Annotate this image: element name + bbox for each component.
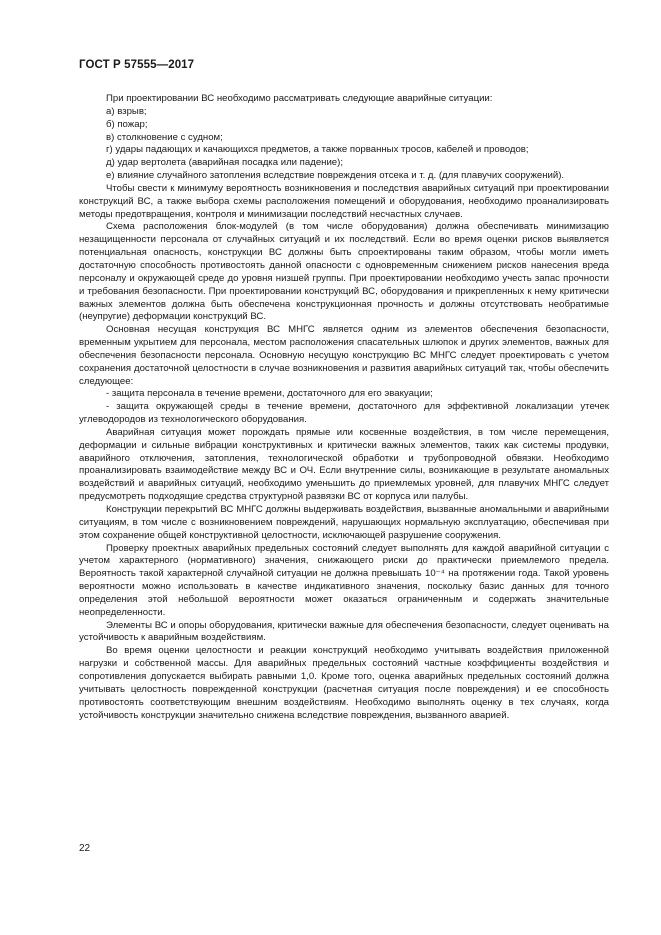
body-paragraph: Проверку проектных аварийных предельных состояний следует выполнять для каждой аварийной ситуации с учетом характерного (нормативного) значения, снижающего риски до практически приемлемого предела. Вероятность такой характерной случайной ситуации не должна превышать 10⁻⁴ на протяжении года. Такой уровень вероятности можно использовать в качестве индикативного значения, поскольку базис данных для точного определения этой небольшой вероятности может оказаться ограниченным и содержать значительные неопределенности. bbox=[79, 542, 609, 618]
dash-list-item: - защита окружающей среды в течение времени, достаточного для эффективной локализации утечек углеводородов из технологического оборудования. bbox=[79, 401, 609, 426]
page-number: 22 bbox=[79, 843, 91, 854]
body-paragraph: Основная несущая конструкция ВС МНГС является одним из элементов обеспечения безопасности, временным укрытием для персонала, местом расположения спасательных шлюпок и других элементов, важных для обеспечения безопасности персонала. Основную несущую конструкцию ВС МНГС следует проектировать с учетом сохранения достаточной целостности в случае возникновения и развития аварийных ситуаций так, чтобы обеспечить следующее: bbox=[79, 324, 609, 387]
list-item: в) столкновение с судном; bbox=[106, 131, 223, 143]
body-paragraph: Во время оценки целостности и реакции конструкций необходимо учитывать воздействия приложенной нагрузки и собственной массы. Для аварийных предельных состояний частные коэффициенты воздействия и сопротивления допускается выбирать равными 1,0. Кроме того, оценка аварийных предельных состояний должна учитывать целостность поврежденной конструкции (расчетная ситуация после повреждения) и ее способность противостоять соответствующим внешним воздействиям. Необходимо выполнять оценку в тех случаях, когда устойчивость конструкции значительно снижена вследствие повреждения, вызванного аварией. bbox=[79, 645, 609, 721]
document-body bbox=[79, 93, 609, 722]
document-header: ГОСТ Р 57555—2017 bbox=[79, 59, 195, 71]
list-item: д) удар вертолета (аварийная посадка или падение); bbox=[106, 157, 344, 169]
list-item: б) пожар; bbox=[106, 118, 148, 130]
body-paragraph: Схема расположения блок-модулей (в том числе оборудования) должна обеспечивать минимизацию незащищенности персонала от случайных ситуаций и их последствий. Если во время оценки рисков выявляется потенциальная опасность, конструкции ВС должны быть спроектированы таким образом, чтобы могли иметь достаточную способность противостоять данной опасности с одновременным снижением рисков нанесения вреда персоналу и окружающей среде до уровня низшей группы. При проектировании необходимо учесть запас прочности и требования безопасности. При проектировании конструкций ВС, оборудования и прикрепленных к нему критически важных элементов должна быть обеспечена конструкционная прочность и должны отсутствовать необратимые (неупругие) деформации конструкций ВС. bbox=[79, 221, 609, 323]
body-paragraph: Аварийная ситуация может порождать прямые или косвенные воздействия, в том числе перемещения, деформации и сильные вибрации конструктивных и критически важных элементов, таких как системы продувки, аварийного отключения, затопления, технологической обработки и трубопроводной обвязки. Необходимо проанализировать взаимодействие между ВС и ОЧ. Если внутренние силы, возникающие в результате аномальных воздействий и аварийных ситуаций, необходимо уменьшить до приемлемых уровней, для плавучих МНГС следует предусмотреть подходящие средства структурной развязки ВС от корпуса или палубы. bbox=[79, 426, 609, 503]
dash-list-item: - защита персонала в течение времени, достаточного для его эвакуации; bbox=[106, 388, 433, 400]
body-paragraph: Чтобы свести к минимуму вероятность возникновения и последствия аварийных ситуаций при проектировании конструкций ВС, а также выбора схемы расположения помещений и оборудования, необходимо проанализировать методы предотвращения, контроля и минимизации последствий несчастных случаев. bbox=[79, 182, 609, 220]
list-item: а) взрыв; bbox=[106, 105, 147, 117]
body-paragraph: Конструкции перекрытий ВС МНГС должны выдерживать воздействия, вызванные аномальными и аварийными ситуациям, в том числе с возникновением повреждений, нарушающих нормальную эксплуатацию, обеспечивая при этом сохранение общей конструктивной целостности, исключающей разрушение сооружения. bbox=[79, 504, 609, 541]
intro-paragraph: При проектировании ВС необходимо рассматривать следующие аварийные ситуации: bbox=[106, 93, 493, 104]
body-paragraph: Элементы ВС и опоры оборудования, критически важные для обеспечения безопасности, следует оценивать на устойчивость к аварийным воздействиям. bbox=[79, 619, 609, 644]
list-item: г) удары падающих и качающихся предметов, а также порванных тросов, кабелей и проводов; bbox=[106, 144, 529, 156]
list-item: е) влияние случайного затопления вследствие повреждения отсека и т. д. (для плавучих сооружений). bbox=[106, 170, 565, 182]
